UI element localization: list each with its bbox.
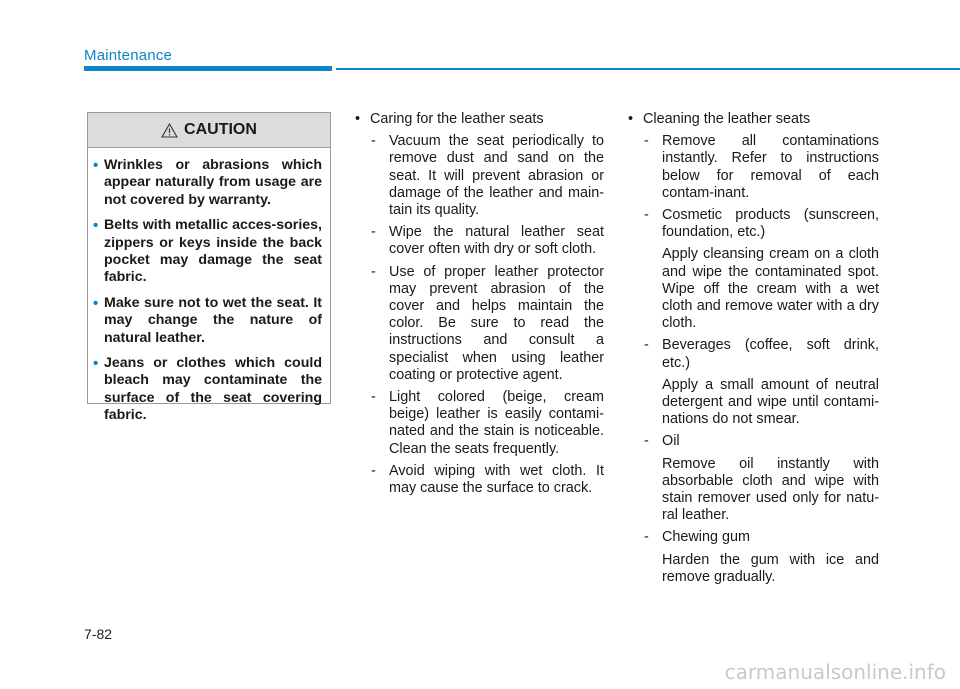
caution-box [87, 112, 331, 424]
caution-item: • Make sure not to wet the seat. It may change the nature of natural leather. [93, 294, 322, 346]
header-rule-thick [84, 66, 332, 71]
bullet-icon: • [355, 111, 361, 127]
list-item: - Chewing gum Harden the gum with ice and remove gradually. [644, 529, 879, 585]
bullet-icon: • [93, 217, 99, 235]
list-item: - Beverages (coffee, soft drink, etc.) Apply a small amount of neutral detergent and wipe until contami-nations do not smear. [644, 337, 879, 428]
list-item: - Light colored (beige, cream beige) leather is easily contami-nated and the stain is noticeable. Clean the seats frequently. [371, 389, 604, 457]
section-title: Maintenance [84, 47, 173, 64]
warning-triangle-icon [161, 123, 178, 138]
list-item: - Wipe the natural leather seat cover often with dry or soft cloth. [371, 224, 604, 258]
header-rule-thin [336, 68, 960, 70]
caution-title: CAUTION [184, 121, 257, 138]
caution-item: • Jeans or clothes which could bleach may contaminate the surface of the seat covering fabric. [93, 355, 322, 424]
cleaning-heading: • Cleaning the leather seats [628, 111, 811, 127]
caution-header [88, 113, 330, 148]
list-item: - Use of proper leather protector may prevent abrasion of the cover and helps maintain the color. Be sure to read the instructions and consult a specialist when using leather coating or protective agent. [371, 263, 604, 383]
bullet-icon: • [93, 355, 99, 373]
caution-item: • Wrinkles or abrasions which appear naturally from usage are not covered by warranty. [93, 157, 322, 208]
bullet-icon: • [628, 111, 634, 127]
caution-list [88, 148, 330, 425]
bullet-icon: • [93, 157, 99, 174]
caring-section [352, 111, 604, 502]
cleaning-section [625, 111, 879, 591]
list-item: - Oil Remove oil instantly with absorbable cloth and wipe with stain remover used only for natu-ral leather. [644, 433, 879, 524]
cleaning-list [625, 133, 879, 586]
bullet-icon: • [93, 294, 99, 312]
list-item: - Cosmetic products (sunscreen, foundation, etc.) Apply cleansing cream on a cloth and wipe the contaminated spot. Wipe off the cream with a wet cloth and remove water with a dry cloth. [644, 207, 879, 332]
caring-list [352, 133, 604, 497]
caution-item: • Belts with metallic acces-sories, zippers or keys inside the back pocket may damage the seat fabric. [93, 217, 322, 286]
list-item: - Remove all contaminations instantly. Refer to instructions below for removal of each contam-inant. [644, 133, 879, 201]
page-number: 7-82 [84, 626, 113, 642]
caring-heading: • Caring for the leather seats [355, 111, 544, 127]
list-item: - Vacuum the seat periodically to remove dust and sand on the seat. It will prevent abrasion or damage of the leather and main-tain its quality. [371, 133, 604, 219]
watermark[interactable]: carmanualsonline.info [724, 660, 946, 684]
list-item: - Avoid wiping with wet cloth. It may cause the surface to crack. [371, 462, 604, 497]
